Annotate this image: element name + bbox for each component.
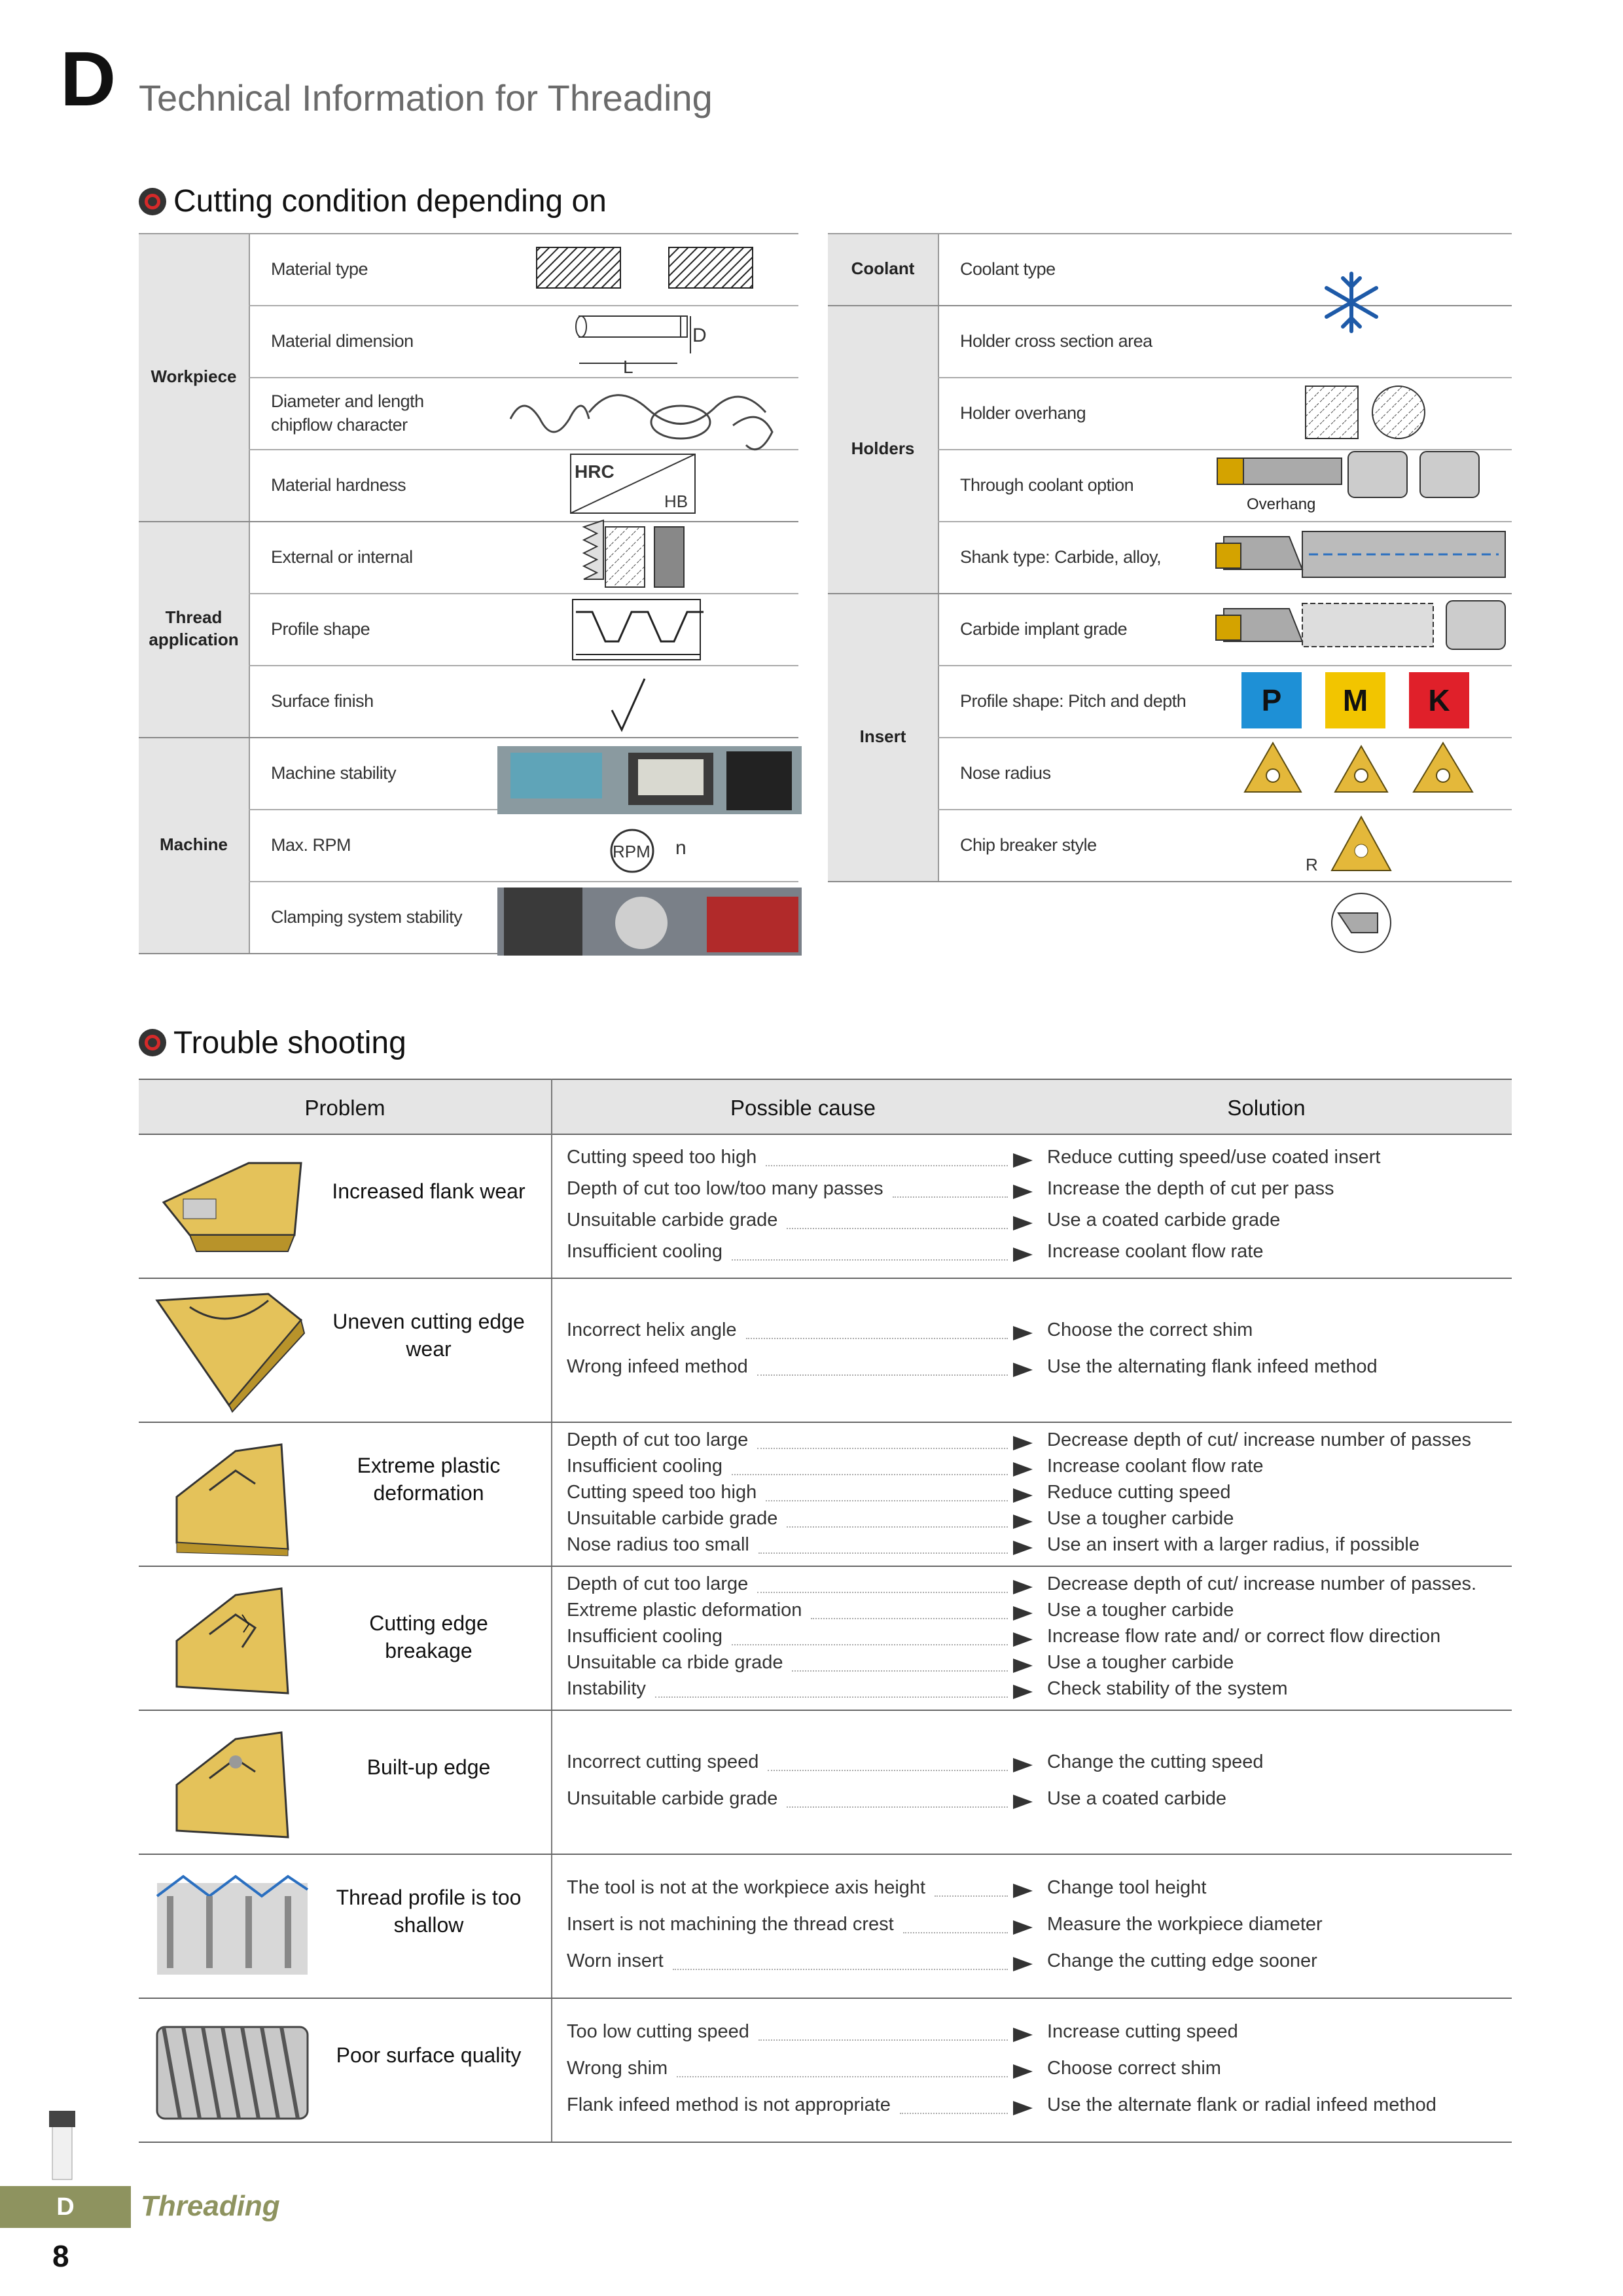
grade-p-badge: P [1241,672,1302,728]
solution-text: Decrease depth of cut/ increase number of passes [1047,1429,1472,1450]
page-title: Technical Information for Threading [139,77,713,118]
holder-overhang-icon [1217,452,1479,513]
arrow-icon [1013,1685,1033,1699]
chip-breaker-icon [1332,893,1391,952]
svg-text:R: R [1306,855,1318,874]
through-coolant-holder-icon [1216,531,1505,577]
arrow-icon [1013,1216,1033,1230]
cause-text: Insert is not machining the thread crest [567,1914,894,1935]
cause-text: Nose radius too small [567,1534,749,1555]
condition-label: Coolant type [960,259,1056,279]
solution-text: Change the cutting speed [1047,1751,1264,1772]
condition-label: Holder cross section area [960,331,1152,351]
solution-text: Change tool height [1047,1877,1207,1898]
leader-dots [732,1644,1008,1645]
solution-text: Increase cutting speed [1047,2021,1238,2042]
solution-text: Choose correct shim [1047,2058,1221,2079]
condition-label: External or internal [271,547,413,567]
solution-text: Increase coolant flow rate [1047,1456,1264,1477]
clamping-photo [497,888,802,956]
arrow-icon [1013,1920,1033,1935]
svg-text:HB: HB [664,492,688,511]
arrow-icon [1013,1606,1033,1621]
cause-text: Insufficient cooling [567,1456,723,1477]
divider [139,2142,1512,2143]
leader-dots [758,2039,1008,2041]
cause-text: Extreme plastic deformation [567,1600,802,1621]
cause-text: Unsuitable carbide grade [567,1210,778,1230]
leader-dots [935,1895,1008,1897]
solution-text: Use a coated carbide [1047,1788,1227,1809]
arrow-icon [1013,1758,1033,1772]
surface-finish-icon [612,679,645,730]
problem-label: Built-up edge [366,1755,491,1779]
solution-text: Use an insert with a larger radius, if possible [1047,1534,1419,1555]
solution-text: Use a tougher carbide [1047,1508,1234,1529]
divider [139,1079,1512,1080]
category-label: Holders [851,439,915,458]
section-bullet-icon [139,1029,166,1056]
uneven-wear-insert-icon [151,1281,314,1418]
grade-k-badge: K [1409,672,1469,728]
svg-text:RPM: RPM [613,842,651,861]
solution-text: Increase coolant flow rate [1047,1241,1264,1262]
header-solution: Solution [1227,1096,1306,1120]
condition-label: Holder overhang [960,403,1086,423]
leader-dots [787,1526,1008,1528]
svg-text:HRC: HRC [575,461,615,482]
leader-dots [900,2113,1008,2114]
rpm-icon [611,830,687,872]
breakage-insert-icon [151,1569,314,1706]
arrow-icon [1013,1462,1033,1477]
divider [139,1854,1512,1855]
solution-text: Decrease depth of cut/ increase number of passes. [1047,1573,1477,1594]
svg-text:D: D [692,325,707,346]
external-internal-thread-icon [584,520,684,587]
problem-label: Uneven cutting edge wear [332,1310,525,1361]
cause-text: Depth of cut too large [567,1573,749,1594]
flank-wear-insert-icon [151,1137,314,1274]
cause-text: Worn insert [567,1950,664,1971]
leader-dots [732,1474,1008,1475]
solution-text: Increase the depth of cut per pass [1047,1178,1334,1199]
category-label: Thread application [149,607,239,649]
leader-dots [787,1228,1008,1229]
snowflake-icon [1327,274,1376,331]
condition-label: Chip breaker style [960,835,1097,855]
section-title-troubleshooting: Trouble shooting [173,1026,406,1060]
arrow-icon [1013,1884,1033,1898]
divider [139,1278,1512,1279]
solution-text: Use the alternate flank or radial infeed method [1047,2094,1436,2115]
chipflow-icon [510,395,772,450]
svg-text:L: L [623,357,633,377]
solution-text: Reduce cutting speed [1047,1482,1231,1503]
holder-side-icon [46,2104,79,2183]
divider [139,1134,1512,1135]
arrow-icon [1013,1515,1033,1529]
leader-dots [811,1618,1008,1619]
solution-text: Use a coated carbide grade [1047,1210,1281,1230]
category-label: Insert [859,726,906,746]
arrow-icon [1013,1541,1033,1555]
header-problem: Problem [304,1096,385,1120]
threaded-rod-icon [151,2001,314,2138]
built-up-edge-insert-icon [151,1713,314,1850]
problem-label: Extreme plastic deformation [357,1454,501,1505]
arrow-icon [1013,1326,1033,1340]
cause-text: Depth of cut too large [567,1429,749,1450]
arrow-icon [1013,1185,1033,1199]
holder-cross-section-icon [1306,386,1425,439]
condition-label: Clamping system stability [271,907,463,927]
section-title-cutting: Cutting condition depending on [173,184,607,219]
profile-shape-icon [573,600,704,660]
leader-dots [766,1165,1008,1166]
condition-label: Shank type: Carbide, alloy, [960,547,1162,567]
divider [551,1079,552,2142]
divider [139,1566,1512,1567]
cause-text: Cutting speed too high [567,1147,757,1168]
condition-label: Machine stability [271,763,397,783]
leader-dots [757,1592,1008,1593]
leader-dots [766,1500,1008,1501]
cause-text: Insufficient cooling [567,1241,723,1262]
page-number: 8 [52,2239,69,2273]
material-type-icon [537,247,753,288]
condition-label: Carbide implant grade [960,619,1128,639]
footer-chapter-tab: D [0,2186,131,2228]
condition-label: Max. RPM [271,835,351,855]
shank-type-holder-icon [1216,601,1505,649]
arrow-icon [1013,1957,1033,1971]
arrow-icon [1013,1795,1033,1809]
cause-text: Unsuitable carbide grade [567,1788,778,1809]
svg-text:Overhang: Overhang [1247,495,1316,513]
material-hardness-icon [571,454,695,513]
leader-dots [746,1338,1008,1339]
cause-text: Incorrect helix angle [567,1319,737,1340]
cause-text: Unsuitable carbide grade [567,1508,778,1529]
leader-dots [757,1448,1008,1449]
grade-m-badge: M [1325,672,1385,728]
condition-label: Nose radius [960,763,1051,783]
leader-dots [792,1670,1008,1672]
category-label: Machine [159,834,228,854]
header-cause: Possible cause [730,1096,876,1120]
profile-shape-inserts-icon [1245,743,1472,792]
solution-text: Use a tougher carbide [1047,1652,1234,1673]
leader-dots [768,1770,1008,1771]
arrow-icon [1013,2101,1033,2115]
cause-text: Insufficient cooling [567,1626,723,1647]
cause-text: Incorrect cutting speed [567,1751,759,1772]
arrow-icon [1013,2028,1033,2042]
leader-dots [655,1696,1008,1698]
leader-dots [893,1196,1008,1198]
condition-label: Material type [271,259,368,279]
leader-dots [732,1259,1008,1261]
condition-label: Diameter and length chipflow character [271,391,424,435]
solution-text: Use a tougher carbide [1047,1600,1234,1621]
condition-label: Profile shape: Pitch and depth [960,691,1186,711]
leader-dots [758,1552,1008,1554]
arrow-icon [1013,1580,1033,1594]
arrow-icon [1013,1436,1033,1450]
deformation-insert-icon [151,1425,314,1562]
solution-text: Check stability of the system [1047,1678,1288,1699]
solution-text: Increase flow rate and/ or correct flow direction [1047,1626,1441,1647]
cause-text: Unsuitable ca rbide grade [567,1652,783,1673]
solution-text: Change the cutting edge sooner [1047,1950,1317,1971]
leader-dots [757,1374,1008,1376]
divider [139,1710,1512,1711]
solution-text: Use the alternating flank infeed method [1047,1356,1378,1377]
machine-stability-photo [497,746,802,814]
arrow-icon [1013,1659,1033,1673]
problem-label: Thread profile is too shallow [336,1886,522,1937]
arrow-icon [1013,1153,1033,1168]
arrow-icon [1013,2064,1033,2079]
condition-label: Surface finish [271,691,374,711]
divider [139,1998,1512,1999]
footer-section-name: Threading [141,2190,280,2222]
solution-text: Choose the correct shim [1047,1319,1253,1340]
solution-text: Reduce cutting speed/use coated insert [1047,1147,1381,1168]
svg-text:n: n [675,837,687,859]
arrow-icon [1013,1488,1033,1503]
cause-text: Instability [567,1678,646,1699]
condition-label: Material dimension [271,331,414,351]
nose-radius-insert-icon [1306,817,1391,874]
leader-dots [787,1806,1008,1808]
cause-text: Too low cutting speed [567,2021,749,2042]
cause-text: Wrong infeed method [567,1356,748,1377]
chapter-letter: D [60,36,116,122]
arrow-icon [1013,1632,1033,1647]
cause-text: Cutting speed too high [567,1482,757,1503]
cause-text: Depth of cut too low/too many passes [567,1178,883,1199]
leader-dots [903,1932,1008,1933]
condition-label: Through coolant option [960,475,1134,495]
cause-text: The tool is not at the workpiece axis height [567,1877,926,1898]
condition-label: Material hardness [271,475,406,495]
problem-label: Increased flank wear [332,1179,526,1203]
condition-label: Profile shape [271,619,370,639]
problem-label: Cutting edge breakage [369,1611,488,1662]
leader-dots [677,2076,1008,2077]
category-label: Coolant [851,259,915,278]
solution-text: Measure the workpiece diameter [1047,1914,1323,1935]
category-label: Workpiece [151,367,237,386]
arrow-icon [1013,1363,1033,1377]
divider [139,1422,1512,1423]
cause-text: Wrong shim [567,2058,668,2079]
cause-text: Flank infeed method is not appropriate [567,2094,891,2115]
problem-label: Poor surface quality [336,2043,522,2067]
leader-dots [673,1969,1008,1970]
arrow-icon [1013,1247,1033,1262]
thread-profile-icon [151,1857,314,1994]
condition-icons-layer [0,0,1623,982]
